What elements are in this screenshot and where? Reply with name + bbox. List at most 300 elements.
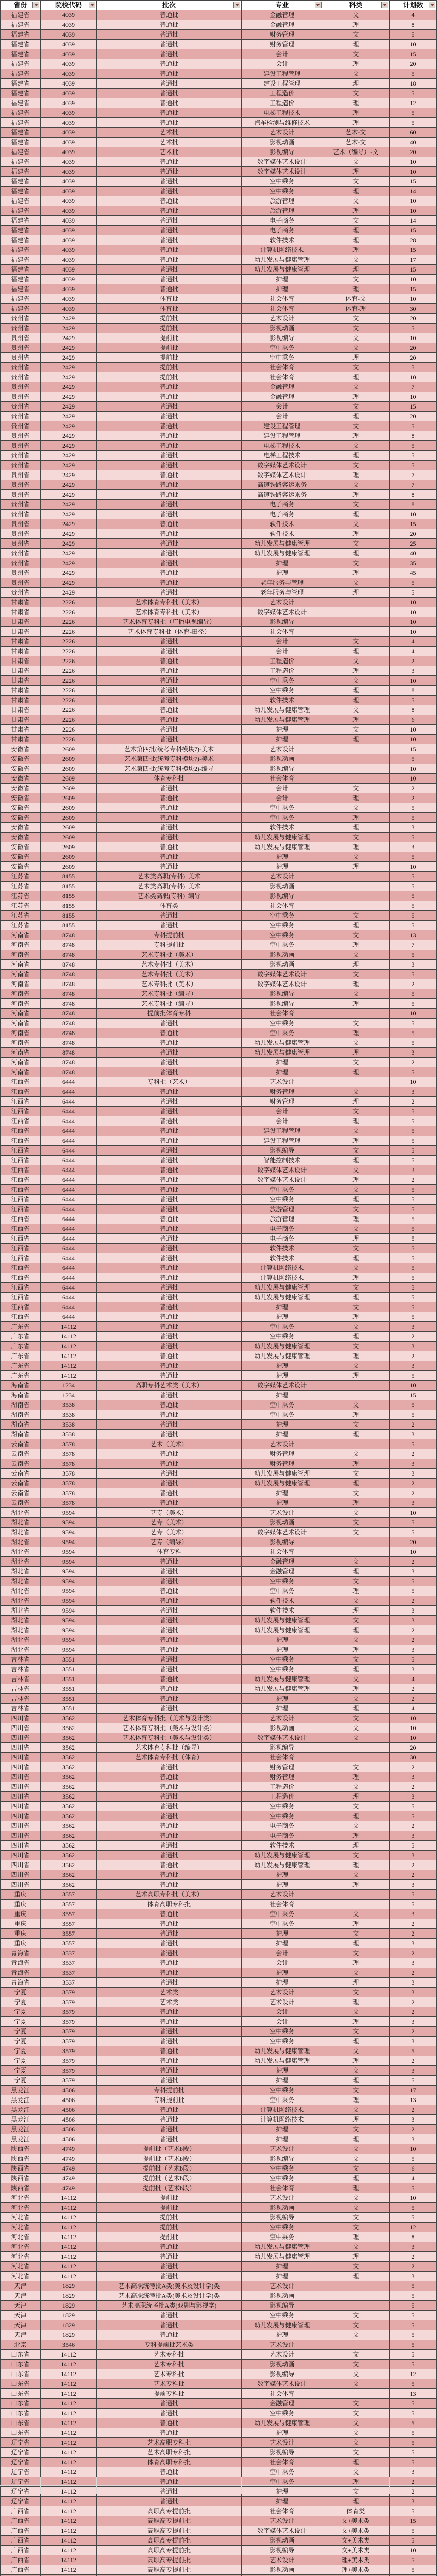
cell-college-code[interactable]: 4039 [41,216,97,226]
cell-subject-type[interactable]: 文 [323,1302,390,1312]
cell-plan-count[interactable]: 5 [390,2213,437,2223]
cell-college-code[interactable]: 1829 [41,2291,97,2301]
cell-major[interactable]: 空中乘务 [242,1028,323,1038]
cell-college-code[interactable]: 14112 [41,1361,97,1371]
cell-province[interactable]: 吉林省 [1,1674,41,1684]
cell-subject-type[interactable]: 文 [323,1577,390,1586]
cell-province[interactable]: 四川省 [1,1723,41,1733]
cell-plan-count[interactable]: 5 [390,1224,437,1234]
cell-subject-type[interactable]: 文 [323,196,390,206]
cell-province[interactable]: 广东省 [1,1351,41,1361]
cell-plan-count[interactable]: 5 [390,1116,437,1126]
cell-major[interactable]: 空中乘务 [242,177,323,187]
cell-province[interactable]: 辽宁省 [1,2458,41,2467]
cell-major[interactable]: 幼儿发展与健康管理 [242,1469,323,1479]
cell-plan-count[interactable]: 3 [390,1880,437,1890]
cell-college-code[interactable]: 1829 [41,2330,97,2340]
cell-plan-count[interactable]: 5 [390,1185,437,1195]
cell-college-code[interactable]: 1829 [41,2311,97,2320]
cell-province[interactable]: 河南省 [1,1028,41,1038]
cell-province[interactable]: 河北省 [1,2252,41,2262]
cell-batch[interactable]: 体育批 [97,294,242,304]
cell-major[interactable]: 数字媒体艺术设计 [242,1381,323,1391]
cell-major[interactable]: 高速铁路客运乘务 [242,480,323,490]
cell-province[interactable]: 贵州省 [1,333,41,343]
cell-plan-count[interactable]: 10 [390,1077,437,1087]
cell-plan-count[interactable]: 20 [390,314,437,324]
cell-subject-type[interactable]: 理 [323,412,390,421]
cell-college-code[interactable]: 4506 [41,2134,97,2144]
cell-subject-type[interactable] [323,627,390,637]
cell-college-code[interactable]: 4039 [41,40,97,49]
cell-subject-type[interactable]: 文 [323,852,390,862]
cell-province[interactable]: 河北省 [1,2232,41,2242]
cell-batch[interactable]: 普通批 [97,1586,242,1596]
cell-plan-count[interactable]: 10 [390,1733,437,1743]
cell-province[interactable]: 河北省 [1,2193,41,2203]
cell-batch[interactable]: 专科提前批 [97,940,242,950]
cell-college-code[interactable]: 2609 [41,852,97,862]
cell-province[interactable]: 贵州省 [1,343,41,353]
cell-major[interactable]: 护理 [242,284,323,294]
cell-province[interactable]: 辽宁省 [1,2448,41,2458]
cell-plan-count[interactable]: 3 [390,1498,437,1508]
cell-subject-type[interactable]: 理 [323,167,390,177]
cell-batch[interactable]: 普通批 [97,1860,242,1870]
cell-college-code[interactable]: 2429 [41,558,97,568]
cell-plan-count[interactable]: 10 [390,735,437,744]
cell-plan-count[interactable]: 45 [390,568,437,578]
cell-plan-count[interactable]: 15 [390,226,437,235]
cell-plan-count[interactable]: 5 [390,2506,437,2516]
cell-college-code[interactable]: 3579 [41,1997,97,2007]
cell-plan-count[interactable]: 2 [390,1479,437,1488]
cell-subject-type[interactable]: 文 [323,1655,390,1665]
cell-subject-type[interactable] [323,1900,390,1909]
cell-major[interactable]: 数字媒体艺术设计 [242,1733,323,1743]
cell-major[interactable]: 艺术设计 [242,2144,323,2154]
cell-college-code[interactable]: 6444 [41,1312,97,1322]
cell-batch[interactable]: 艺术专科批（美术） [97,960,242,970]
cell-college-code[interactable]: 14112 [41,2242,97,2252]
cell-province[interactable]: 江西省 [1,1097,41,1107]
cell-college-code[interactable]: 3579 [41,2027,97,2037]
cell-province[interactable]: 贵州省 [1,372,41,382]
cell-subject-type[interactable]: 文 [323,1557,390,1567]
cell-major[interactable]: 工程造价 [242,666,323,676]
cell-major[interactable]: 艺术设计 [242,1508,323,1518]
cell-subject-type[interactable]: 文 [323,637,390,647]
cell-plan-count[interactable]: 5 [390,2428,437,2438]
cell-batch[interactable]: 普通批 [97,1107,242,1116]
cell-province[interactable]: 福建省 [1,235,41,245]
cell-plan-count[interactable]: 3 [390,2467,437,2477]
cell-batch[interactable]: 普通批 [97,1831,242,1841]
cell-batch[interactable]: 普通批 [97,431,242,441]
cell-batch[interactable]: 体育批 [97,304,242,314]
cell-province[interactable]: 贵州省 [1,451,41,461]
cell-batch[interactable]: 普通批 [97,510,242,519]
cell-batch[interactable]: 普通批 [97,1312,242,1322]
cell-plan-count[interactable]: 10 [390,196,437,206]
cell-college-code[interactable]: 2609 [41,754,97,764]
cell-major[interactable]: 护理 [242,735,323,744]
cell-college-code[interactable]: 8748 [41,1028,97,1038]
cell-major[interactable]: 财务管理 [242,1459,323,1469]
cell-college-code[interactable]: 6444 [41,1165,97,1175]
cell-major[interactable]: 影视编导 [242,989,323,999]
cell-province[interactable]: 甘肃省 [1,696,41,705]
col-header-batch[interactable] [97,1,242,10]
cell-major[interactable]: 会计 [242,1116,323,1126]
cell-major[interactable]: 空中乘务 [242,2232,323,2242]
cell-plan-count[interactable]: 4 [390,647,437,656]
cell-province[interactable]: 河南省 [1,979,41,989]
cell-plan-count[interactable]: 15 [390,177,437,187]
cell-college-code[interactable]: 14112 [41,2223,97,2232]
cell-batch[interactable]: 普通批 [97,1302,242,1312]
cell-batch[interactable]: 普通批 [97,470,242,480]
cell-plan-count[interactable]: 3 [390,1361,437,1371]
cell-college-code[interactable]: 6444 [41,1234,97,1244]
cell-province[interactable]: 福建省 [1,187,41,196]
cell-college-code[interactable]: 2429 [41,539,97,549]
cell-major[interactable]: 护理 [242,1420,323,1430]
cell-batch[interactable]: 普通批 [97,40,242,49]
cell-batch[interactable]: 艺术体育专科批（美术） [97,607,242,617]
cell-major[interactable]: 护理 [242,1968,323,1978]
cell-subject-type[interactable]: 文 [323,2203,390,2213]
cell-college-code[interactable]: 2429 [41,421,97,431]
cell-college-code[interactable]: 2226 [41,637,97,647]
cell-major[interactable]: 社会体育 [242,2458,323,2467]
cell-major[interactable]: 会计 [242,59,323,69]
cell-province[interactable]: 山东省 [1,2350,41,2360]
cell-province[interactable]: 河南省 [1,930,41,940]
cell-subject-type[interactable]: 理 [323,226,390,235]
cell-plan-count[interactable]: 2 [390,784,437,793]
cell-batch[interactable]: 艺术高职统考批A类(戏剧与影视学) [97,2301,242,2311]
cell-plan-count[interactable]: 3 [390,666,437,676]
cell-province[interactable]: 黑龙江 [1,2134,41,2144]
cell-college-code[interactable]: 6444 [41,1107,97,1116]
cell-plan-count[interactable]: 5 [390,1273,437,1283]
cell-subject-type[interactable]: 理 [323,823,390,833]
cell-major[interactable]: 艺术设计 [242,1997,323,2007]
cell-batch[interactable]: 普通批 [97,1146,242,1156]
cell-province[interactable]: 福建省 [1,284,41,294]
cell-plan-count[interactable]: 5 [390,1371,437,1381]
cell-plan-count[interactable]: 3 [390,823,437,833]
cell-college-code[interactable]: 4039 [41,284,97,294]
cell-batch[interactable]: 普通批 [97,1635,242,1645]
cell-college-code[interactable]: 6444 [41,1156,97,1165]
cell-college-code[interactable]: 14112 [41,2497,97,2506]
cell-province[interactable]: 福建省 [1,108,41,118]
cell-subject-type[interactable]: 文 [323,1126,390,1136]
cell-batch[interactable]: 普通批 [97,705,242,715]
cell-subject-type[interactable]: 文 [323,333,390,343]
cell-subject-type[interactable]: 文 [323,2105,390,2115]
cell-major[interactable]: 空中乘务 [242,2477,323,2487]
cell-batch[interactable]: 普通批 [97,715,242,725]
cell-province[interactable]: 湖南省 [1,1400,41,1410]
cell-plan-count[interactable]: 5 [390,89,437,98]
cell-subject-type[interactable]: 理 [323,187,390,196]
cell-major[interactable]: 幼儿发展与健康管理 [242,833,323,842]
cell-college-code[interactable]: 6444 [41,1087,97,1097]
cell-plan-count[interactable]: 5 [390,1528,437,1537]
cell-batch[interactable]: 普通批 [97,588,242,598]
cell-major[interactable]: 财务管理 [242,1449,323,1459]
cell-batch[interactable]: 普通批 [97,108,242,118]
cell-college-code[interactable]: 3537 [41,1968,97,1978]
cell-major[interactable]: 空中乘务 [242,2174,323,2183]
cell-province[interactable]: 重庆 [1,1900,41,1909]
cell-batch[interactable]: 高职高专提前批 [97,2565,242,2575]
cell-plan-count[interactable]: 8 [390,705,437,715]
cell-college-code[interactable]: 2226 [41,676,97,686]
cell-subject-type[interactable]: 理 [323,2056,390,2066]
cell-province[interactable]: 安徽省 [1,793,41,803]
cell-subject-type[interactable] [323,1077,390,1087]
cell-batch[interactable]: 专科提前批 [97,2095,242,2105]
cell-college-code[interactable]: 4039 [41,226,97,235]
cell-major[interactable]: 空中乘务 [242,1019,323,1028]
cell-major[interactable]: 艺术设计 [242,2516,323,2526]
cell-batch[interactable]: 普通批 [97,20,242,30]
cell-batch[interactable]: 艺术体育专科批（美术） [97,598,242,607]
cell-subject-type[interactable]: 理 [323,79,390,89]
cell-batch[interactable]: 普通批 [97,480,242,490]
cell-plan-count[interactable]: 5 [390,1400,437,1410]
cell-subject-type[interactable]: 文 [323,676,390,686]
cell-province[interactable]: 福建省 [1,157,41,167]
cell-province[interactable]: 福建省 [1,255,41,265]
cell-subject-type[interactable]: 文 [323,1469,390,1479]
cell-subject-type[interactable]: 文 [323,911,390,921]
cell-college-code[interactable]: 9594 [41,1606,97,1616]
cell-batch[interactable]: 提前批 [97,343,242,353]
cell-subject-type[interactable]: 理 [323,1116,390,1126]
cell-plan-count[interactable]: 5 [390,921,437,930]
cell-province[interactable]: 湖北省 [1,1596,41,1606]
cell-plan-count[interactable]: 10 [390,1009,437,1019]
cell-college-code[interactable]: 3562 [41,1762,97,1772]
cell-batch[interactable]: 艺专（美术） [97,1508,242,1518]
cell-plan-count[interactable]: 3 [390,1430,437,1439]
cell-province[interactable]: 安徽省 [1,852,41,862]
cell-province[interactable]: 黑龙江 [1,2105,41,2115]
cell-major[interactable]: 数字媒体艺术设计 [242,1175,323,1185]
cell-major[interactable]: 空中乘务 [242,921,323,930]
cell-plan-count[interactable]: 2 [390,1821,437,1831]
cell-college-code[interactable]: 2609 [41,793,97,803]
cell-major[interactable]: 高速铁路客运乘务 [242,490,323,500]
cell-major[interactable]: 护理 [242,2497,323,2506]
cell-subject-type[interactable]: 理 [323,549,390,558]
cell-major[interactable]: 空中乘务 [242,813,323,823]
cell-batch[interactable]: 提前批（艺术b段） [97,2154,242,2164]
cell-province[interactable]: 海南省 [1,1381,41,1391]
cell-plan-count[interactable]: 14 [390,187,437,196]
cell-college-code[interactable]: 3562 [41,1802,97,1811]
cell-college-code[interactable]: 6444 [41,1205,97,1214]
col-header-major[interactable] [242,1,323,10]
cell-plan-count[interactable]: 15 [390,402,437,412]
cell-batch[interactable]: 普通批 [97,157,242,167]
cell-college-code[interactable]: 14112 [41,2536,97,2546]
cell-batch[interactable]: 普通批 [97,1978,242,1988]
cell-subject-type[interactable]: 理 [323,735,390,744]
cell-major[interactable]: 社会体育 [242,901,323,911]
cell-batch[interactable]: 普通批 [97,284,242,294]
cell-province[interactable]: 贵州省 [1,549,41,558]
cell-province[interactable]: 福建省 [1,89,41,98]
cell-subject-type[interactable]: 理 [323,2458,390,2467]
cell-college-code[interactable]: 4039 [41,108,97,118]
cell-province[interactable]: 贵州省 [1,529,41,539]
cell-college-code[interactable]: 3562 [41,1753,97,1762]
cell-college-code[interactable]: 2226 [41,705,97,715]
cell-province[interactable]: 甘肃省 [1,725,41,735]
cell-subject-type[interactable]: 文 [323,49,390,59]
cell-subject-type[interactable]: 文 [323,2428,390,2438]
cell-college-code[interactable]: 8748 [41,989,97,999]
cell-subject-type[interactable]: 文 [323,216,390,226]
cell-college-code[interactable]: 2226 [41,686,97,696]
cell-subject-type[interactable]: 理 [323,2017,390,2027]
cell-plan-count[interactable]: 3 [390,1616,437,1625]
cell-province[interactable]: 四川省 [1,1782,41,1792]
cell-college-code[interactable]: 2429 [41,461,97,470]
cell-college-code[interactable]: 14112 [41,2418,97,2428]
cell-plan-count[interactable]: 2 [390,1860,437,1870]
cell-batch[interactable]: 提前批 [97,333,242,343]
cell-college-code[interactable]: 2226 [41,735,97,744]
cell-batch[interactable]: 普通批 [97,656,242,666]
cell-province[interactable]: 吉林省 [1,1704,41,1714]
cell-major[interactable]: 艺术设计 [242,1714,323,1723]
cell-province[interactable]: 江西省 [1,1136,41,1146]
cell-province[interactable]: 贵州省 [1,461,41,470]
cell-province[interactable]: 云南省 [1,1449,41,1459]
cell-province[interactable]: 云南省 [1,1469,41,1479]
cell-major[interactable]: 艺术设计 [242,1439,323,1449]
cell-batch[interactable]: 普通批 [97,1126,242,1136]
cell-college-code[interactable]: 14112 [41,2272,97,2281]
cell-major[interactable]: 金融管理 [242,1567,323,1577]
cell-province[interactable]: 安徽省 [1,754,41,764]
cell-batch[interactable]: 提前专科批 [97,2389,242,2399]
cell-batch[interactable]: 普通批 [97,2477,242,2487]
cell-batch[interactable]: 普通批 [97,696,242,705]
cell-province[interactable]: 云南省 [1,1439,41,1449]
cell-plan-count[interactable]: 6 [390,2164,437,2174]
cell-plan-count[interactable]: 2 [390,979,437,989]
cell-major[interactable]: 软件技术 [242,235,323,245]
cell-plan-count[interactable]: 2 [390,2252,437,2262]
cell-batch[interactable]: 普通批 [97,1459,242,1469]
cell-subject-type[interactable] [323,901,390,911]
cell-plan-count[interactable]: 2 [390,1058,437,1067]
cell-college-code[interactable]: 8748 [41,1019,97,1028]
cell-batch[interactable]: 普通批 [97,2399,242,2409]
cell-college-code[interactable]: 4039 [41,187,97,196]
cell-major[interactable]: 社会体育 [242,1547,323,1557]
cell-batch[interactable]: 普通批 [97,686,242,696]
cell-major[interactable]: 会计 [242,49,323,59]
cell-major[interactable]: 社会体育 [242,2389,323,2399]
cell-plan-count[interactable]: 5 [390,1283,437,1293]
cell-major[interactable]: 空中乘务 [242,1909,323,1919]
cell-plan-count[interactable]: 4 [390,637,437,647]
cell-plan-count[interactable]: 2 [390,1694,437,1704]
cell-subject-type[interactable]: 文 [323,1733,390,1743]
cell-plan-count[interactable]: 3 [390,2037,437,2046]
cell-college-code[interactable]: 3562 [41,1743,97,1753]
cell-major[interactable]: 软件技术 [242,1606,323,1616]
cell-plan-count[interactable]: 5 [390,1214,437,1224]
cell-college-code[interactable]: 8155 [41,872,97,882]
cell-subject-type[interactable]: 文 [323,30,390,40]
cell-batch[interactable]: 普通批 [97,216,242,226]
cell-subject-type[interactable] [323,2340,390,2350]
cell-college-code[interactable]: 4039 [41,275,97,284]
cell-plan-count[interactable]: 10 [390,206,437,216]
cell-subject-type[interactable]: 理 [323,2183,390,2193]
cell-province[interactable]: 安徽省 [1,862,41,872]
cell-subject-type[interactable]: 理 [323,1978,390,1988]
cell-province[interactable]: 江苏省 [1,911,41,921]
cell-college-code[interactable]: 2609 [41,803,97,813]
cell-subject-type[interactable]: 理 [323,862,390,872]
cell-major[interactable]: 空中乘务 [242,187,323,196]
cell-college-code[interactable]: 2429 [41,363,97,372]
cell-batch[interactable]: 普通批 [97,118,242,128]
cell-major[interactable]: 空中乘务 [242,353,323,363]
cell-subject-type[interactable]: 理 [323,1371,390,1381]
cell-plan-count[interactable]: 15 [390,265,437,275]
cell-subject-type[interactable]: 文 [323,558,390,568]
cell-subject-type[interactable]: 文+美术类 [323,2526,390,2536]
cell-batch[interactable]: 普通批 [97,1792,242,1802]
cell-college-code[interactable]: 3538 [41,1410,97,1420]
cell-batch[interactable]: 普通批 [97,1156,242,1165]
cell-plan-count[interactable]: 10 [390,1547,437,1557]
cell-province[interactable]: 甘肃省 [1,627,41,637]
cell-province[interactable]: 河北省 [1,2203,41,2213]
cell-subject-type[interactable]: 文 [323,1508,390,1518]
cell-college-code[interactable]: 4039 [41,255,97,265]
cell-major[interactable]: 空中乘务 [242,1185,323,1195]
cell-batch[interactable]: 专科提前批 [97,2086,242,2095]
cell-plan-count[interactable]: 2 [390,1684,437,1694]
cell-province[interactable]: 湖南省 [1,1420,41,1430]
cell-province[interactable]: 重庆 [1,1939,41,1948]
cell-plan-count[interactable]: 3 [390,2066,437,2076]
cell-subject-type[interactable]: 文 [323,2066,390,2076]
cell-major[interactable]: 幼儿发展与健康管理 [242,539,323,549]
cell-college-code[interactable]: 4506 [41,2125,97,2134]
cell-subject-type[interactable]: 理 [323,451,390,461]
cell-plan-count[interactable]: 5 [390,578,437,588]
cell-major[interactable]: 空中乘务 [242,2467,323,2477]
cell-major[interactable]: 影视编导 [242,1743,323,1753]
cell-batch[interactable]: 普通批 [97,2252,242,2262]
cell-subject-type[interactable]: 文 [323,1283,390,1293]
cell-subject-type[interactable]: 文 [323,2360,390,2369]
